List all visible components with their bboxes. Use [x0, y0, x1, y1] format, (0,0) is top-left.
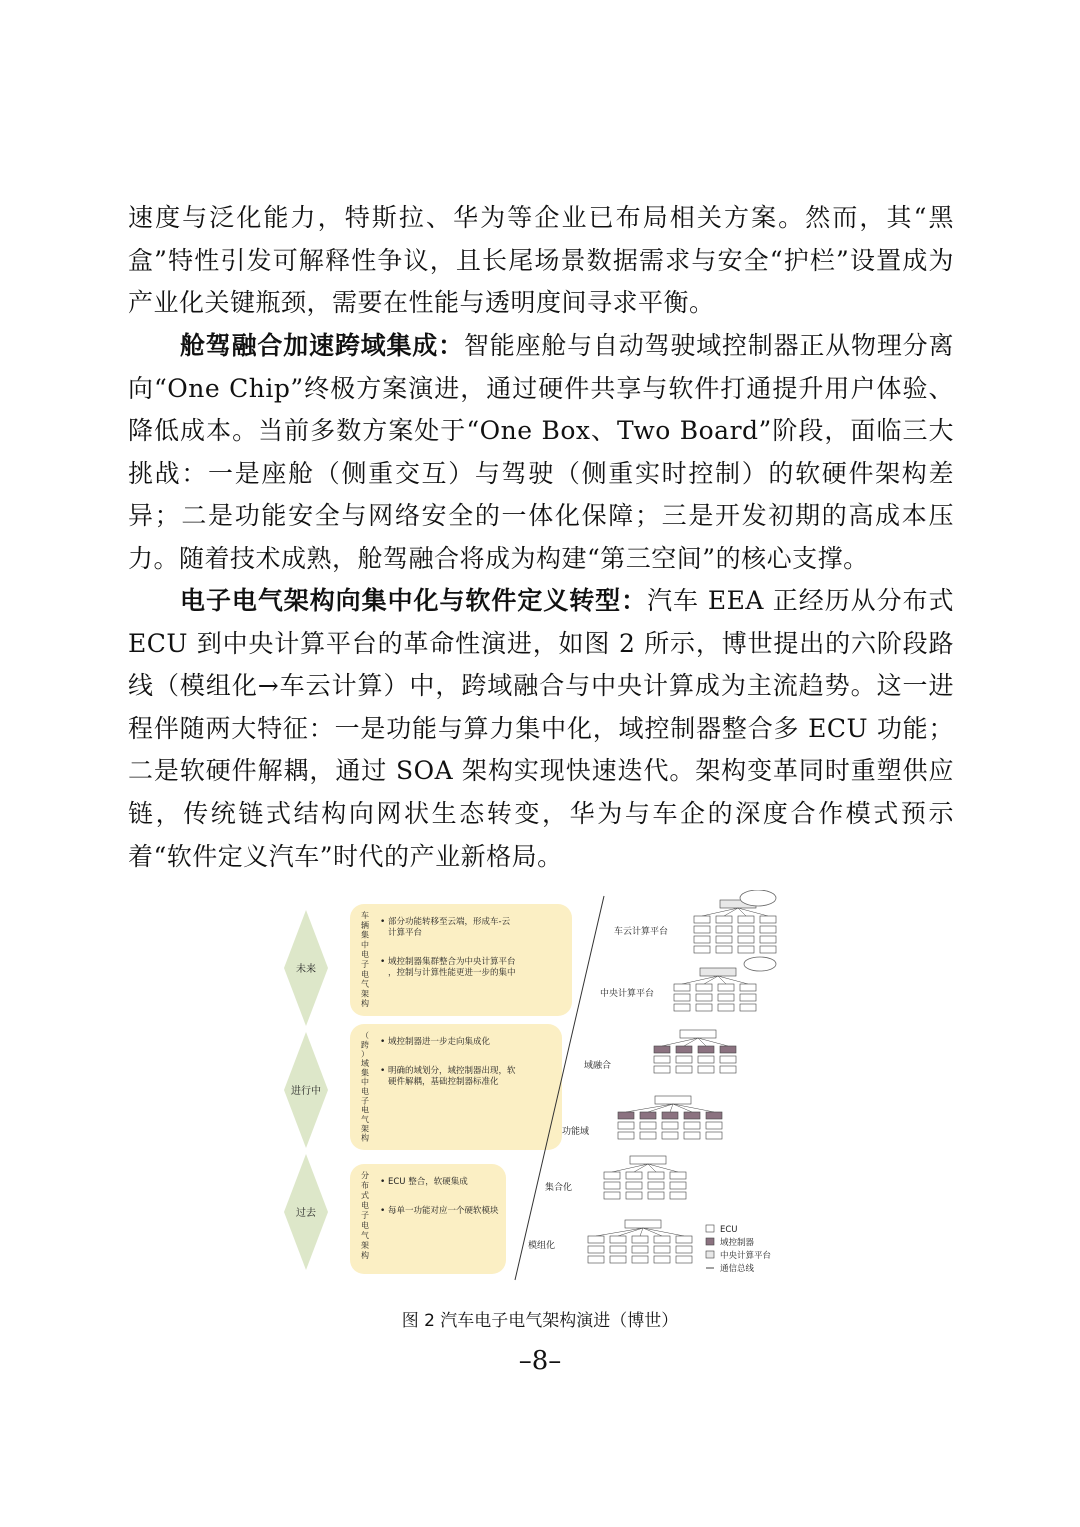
arch-label-char: 架	[361, 989, 369, 999]
legend-label: 中央计算平台	[720, 1251, 772, 1261]
tree-cloud-box	[738, 946, 754, 953]
tree-collection-box	[648, 1172, 664, 1179]
tree-function-link	[673, 1104, 714, 1112]
tree-central-box	[696, 1004, 712, 1011]
tree-function-box	[618, 1132, 634, 1139]
arch-label-char: 气	[361, 979, 369, 989]
tree-function-box	[618, 1112, 634, 1119]
tree-function-box	[640, 1132, 656, 1139]
tree-function-box	[706, 1132, 722, 1139]
paragraph-3-heading: 电子电气架构向集中化与软件定义转型：	[180, 586, 648, 615]
tree-collection-box	[604, 1172, 620, 1179]
tree-cloud-box	[716, 946, 732, 953]
tree-function-link	[626, 1104, 673, 1112]
tree-central-box	[740, 984, 756, 991]
arch-label-char: 式	[361, 1191, 369, 1200]
figure-caption: 图 2 汽车电子电气架构演进（博世）	[401, 1311, 679, 1331]
tree-central-box	[674, 1004, 690, 1011]
tree-central-link	[704, 976, 718, 984]
tree-central-link	[682, 976, 718, 984]
tree-module-box	[654, 1246, 670, 1253]
tree-cloud-box	[694, 916, 710, 923]
arch-label-char: 中	[361, 940, 369, 950]
tree-function-top	[655, 1096, 691, 1104]
tree-collection-link	[648, 1164, 678, 1172]
tree-fusion-box	[676, 1056, 692, 1063]
arch-label-char: 布	[361, 1181, 369, 1190]
tree-module-box	[676, 1246, 692, 1253]
level-label: 车云计算平台	[614, 927, 669, 937]
tree-collection-box	[670, 1182, 686, 1189]
legend-label: 通信总线	[720, 1264, 755, 1274]
tree-fusion-link	[662, 1038, 698, 1046]
tree-function-box	[706, 1122, 722, 1129]
tree-collection-box	[670, 1172, 686, 1179]
tree-central-box	[718, 984, 734, 991]
tree-module-box	[588, 1256, 604, 1263]
tree-function-box	[706, 1112, 722, 1119]
legend-label: 域控制器	[720, 1238, 755, 1248]
tree-function-box	[662, 1122, 678, 1129]
arch-label-char: 辆	[361, 920, 369, 930]
bullet-dot: •	[380, 917, 386, 927]
tree-cloud-box	[694, 946, 710, 953]
arch-label-char: 架	[361, 1241, 369, 1250]
tree-cloud-box	[738, 926, 754, 933]
tree-fusion-box	[654, 1046, 670, 1053]
bullet-text: 域控制器集群整合为中央计算平台	[388, 957, 516, 967]
arch-label-char: 电	[361, 1201, 369, 1210]
tree-module-link	[643, 1228, 662, 1236]
tree-cloud-box	[760, 946, 776, 953]
tree-collection-box	[626, 1192, 642, 1199]
tree-function-box	[662, 1112, 678, 1119]
tree-collection-box	[648, 1182, 664, 1189]
bullet-dot: •	[380, 1177, 386, 1187]
bullet-text: 硬件解耦，基础控制器标准化	[388, 1077, 499, 1087]
paragraph-2: 舱驾融合加速跨域集成：智能座舱与自动驾驶域控制器正从物理分离向“One Chip”终极方案演进，通过硬件共享与软件打通提升用户体验、降低成本。当前多数方案处于“One Box、Two Board”阶段，面临三大挑战：一是座舱（侧重交互）与驾驶（侧重实时控制）的软硬件架构差异；二是功能安全与网络安全的一体化保障；三是开发初期的高成本压力。随着技术成熟，舱驾融合将成为构建“第三空间”的核心支撑。	[128, 331, 954, 573]
tree-central-link	[718, 976, 748, 984]
arch-label-char: 电	[361, 1221, 369, 1230]
cloud-icon	[744, 957, 776, 971]
tree-collection-box	[626, 1182, 642, 1189]
tree-collection-box	[626, 1172, 642, 1179]
tree-fusion-box	[698, 1066, 714, 1073]
page-number: –8–	[518, 1346, 562, 1376]
legend-swatch	[706, 1251, 714, 1258]
tree-function-box	[684, 1122, 700, 1129]
arch-label-char: 集	[361, 930, 369, 940]
tree-fusion-box	[698, 1046, 714, 1053]
level-label: 中央计算平台	[600, 989, 655, 999]
tree-function-box	[618, 1122, 634, 1129]
tree-module-box	[610, 1256, 626, 1263]
stage-phase-label: 未来	[296, 964, 316, 975]
arch-label-char: 子	[361, 1211, 369, 1220]
tree-cloud-link	[724, 908, 738, 916]
cloud-icon	[740, 890, 776, 906]
tree-function-link	[673, 1104, 692, 1112]
arch-label-char: 车	[361, 911, 369, 920]
arch-label-char: 跨	[361, 1040, 369, 1050]
tree-function-box	[640, 1122, 656, 1129]
tree-fusion-box	[720, 1046, 736, 1053]
tree-module-link	[643, 1228, 684, 1236]
bullet-text: 每单一功能对应一个硬软模块	[388, 1206, 499, 1216]
bullet-text: 明确的域划分，域控制器出现，软	[388, 1066, 516, 1076]
arch-label-char: 子	[361, 1096, 369, 1106]
tree-collection-box	[604, 1182, 620, 1189]
tree-function-box	[662, 1132, 678, 1139]
level-label: 集合化	[545, 1183, 573, 1193]
arch-label-char: 气	[361, 1115, 369, 1124]
arch-label-char: 电	[361, 1087, 369, 1096]
stage-phase-label: 进行中	[291, 1086, 321, 1097]
tree-module-box	[588, 1246, 604, 1253]
tree-module-box	[654, 1236, 670, 1243]
arch-label-char: （	[361, 1031, 369, 1040]
tree-collection-top	[630, 1156, 666, 1164]
tree-central-box	[696, 994, 712, 1001]
legend-swatch	[706, 1225, 714, 1232]
tree-module-box	[588, 1236, 604, 1243]
tree-central-box	[674, 994, 690, 1001]
arch-label-char: 构	[361, 1251, 369, 1260]
tree-module-box	[610, 1236, 626, 1243]
tree-collection-box	[604, 1192, 620, 1199]
arch-label-char: 分	[361, 1171, 369, 1180]
tree-module-box	[654, 1256, 670, 1263]
tree-function-box	[684, 1112, 700, 1119]
arch-label-char: 构	[361, 1133, 369, 1143]
tree-collection-box	[648, 1192, 664, 1199]
tree-cloud-box	[716, 926, 732, 933]
tree-fusion-box	[654, 1056, 670, 1063]
bullet-text: 域控制器进一步走向集成化	[388, 1037, 491, 1047]
paragraph-1: 速度与泛化能力，特斯拉、华为等企业已布局相关方案。然而，其“黑盒”特性引发可解释性争议，且长尾场景数据需求与安全“护栏”设置成为产业化关键瓶颈，需要在性能与透明度间寻求平衡。	[128, 203, 954, 318]
tree-module-top	[625, 1220, 661, 1228]
bullet-text: ，控制与计算性能更进一步的集中	[388, 968, 516, 978]
tree-module-link	[596, 1228, 643, 1236]
tree-cloud-box	[694, 926, 710, 933]
tree-module-box	[610, 1246, 626, 1253]
arch-label-char: 架	[361, 1124, 369, 1134]
tree-function-box	[684, 1132, 700, 1139]
tree-module-box	[676, 1256, 692, 1263]
arch-label-char: 集	[361, 1068, 369, 1078]
tree-module-box	[632, 1256, 648, 1263]
tree-function-box	[640, 1112, 656, 1119]
tree-cloud-box	[760, 916, 776, 923]
tree-central-top	[700, 968, 736, 976]
tree-cloud-box	[738, 916, 754, 923]
tree-central-box	[740, 1004, 756, 1011]
arch-label-char: 气	[361, 1231, 369, 1240]
tree-collection-box	[670, 1192, 686, 1199]
tree-collection-link	[634, 1164, 648, 1172]
tree-fusion-box	[676, 1046, 692, 1053]
level-label: 域融合	[584, 1061, 612, 1071]
tree-fusion-box	[720, 1066, 736, 1073]
tree-fusion-box	[698, 1056, 714, 1063]
tree-central-box	[696, 984, 712, 991]
arch-label-char: 电	[361, 950, 369, 960]
tree-module-box	[632, 1236, 648, 1243]
tree-fusion-top	[680, 1030, 716, 1038]
bullet-dot: •	[380, 1206, 386, 1216]
tree-cloud-box	[760, 926, 776, 933]
tree-cloud-box	[716, 916, 732, 923]
arch-label-char: 域	[361, 1059, 369, 1068]
tree-fusion-box	[720, 1056, 736, 1063]
tree-fusion-box	[676, 1066, 692, 1073]
legend-label: ECU	[720, 1225, 738, 1235]
tree-collection-link	[612, 1164, 648, 1172]
tree-fusion-box	[654, 1066, 670, 1073]
stage-phase-label: 过去	[296, 1208, 316, 1219]
tree-fusion-link	[684, 1038, 698, 1046]
paragraph-2-heading: 舱驾融合加速跨域集成：	[180, 331, 464, 360]
bullet-dot: •	[380, 1037, 386, 1047]
tree-module-box	[632, 1246, 648, 1253]
bullet-text: 计算平台	[388, 928, 423, 938]
bullet-dot: •	[380, 957, 386, 967]
tree-central-box	[674, 984, 690, 991]
arch-label-char: 电	[361, 1105, 369, 1115]
tree-cloud-box	[738, 936, 754, 943]
tree-central-box	[718, 1004, 734, 1011]
tree-cloud-box	[760, 936, 776, 943]
bullet-dot: •	[380, 1066, 386, 1076]
arch-label-char: 子	[361, 960, 369, 969]
paragraph-3: 电子电气架构向集中化与软件定义转型：汽车 EEA 正经历从分布式 ECU 到中央计算平台的革命性演进，如图 2 所示，博世提出的六阶段路线（模组化→车云计算）中，跨域融合与中央计算成为主流趋势。这一进程伴随两大特征：一是功能与算力集中化，域控制器整合多 ECU 功能；二是软硬件解耦，通过 SOA 架构实现快速迭代。架构变革同时重塑供应链，传统链式结构向网状生态转变，华为与车企的深度合作模式预示着“软件定义汽车”时代的产业新格局。	[128, 586, 954, 871]
tree-cloud-box	[694, 936, 710, 943]
tree-central-box	[740, 994, 756, 1001]
tree-central-box	[718, 994, 734, 1001]
arch-label-char: 构	[361, 999, 369, 1009]
tree-function-link	[670, 1104, 673, 1112]
tree-module-link	[640, 1228, 643, 1236]
arch-label-char: 中	[361, 1077, 369, 1087]
tree-module-box	[676, 1236, 692, 1243]
tree-cloud-box	[716, 936, 732, 943]
tree-cloud-link	[702, 908, 738, 916]
legend-swatch	[706, 1238, 714, 1245]
bullet-text: ECU 整合，软硬集成	[388, 1177, 468, 1187]
eea-evolution-figure	[270, 890, 810, 1300]
arch-label-char: ）	[361, 1049, 369, 1059]
tree-function-link	[648, 1104, 673, 1112]
bullet-text: 部分功能转移至云端，形成车-云	[388, 917, 511, 927]
level-label: 功能域	[562, 1127, 590, 1137]
arch-label-char: 电	[361, 969, 369, 979]
tree-module-link	[618, 1228, 643, 1236]
level-label: 模组化	[528, 1241, 556, 1251]
tree-cloud-link	[738, 908, 768, 916]
tree-fusion-link	[698, 1038, 728, 1046]
